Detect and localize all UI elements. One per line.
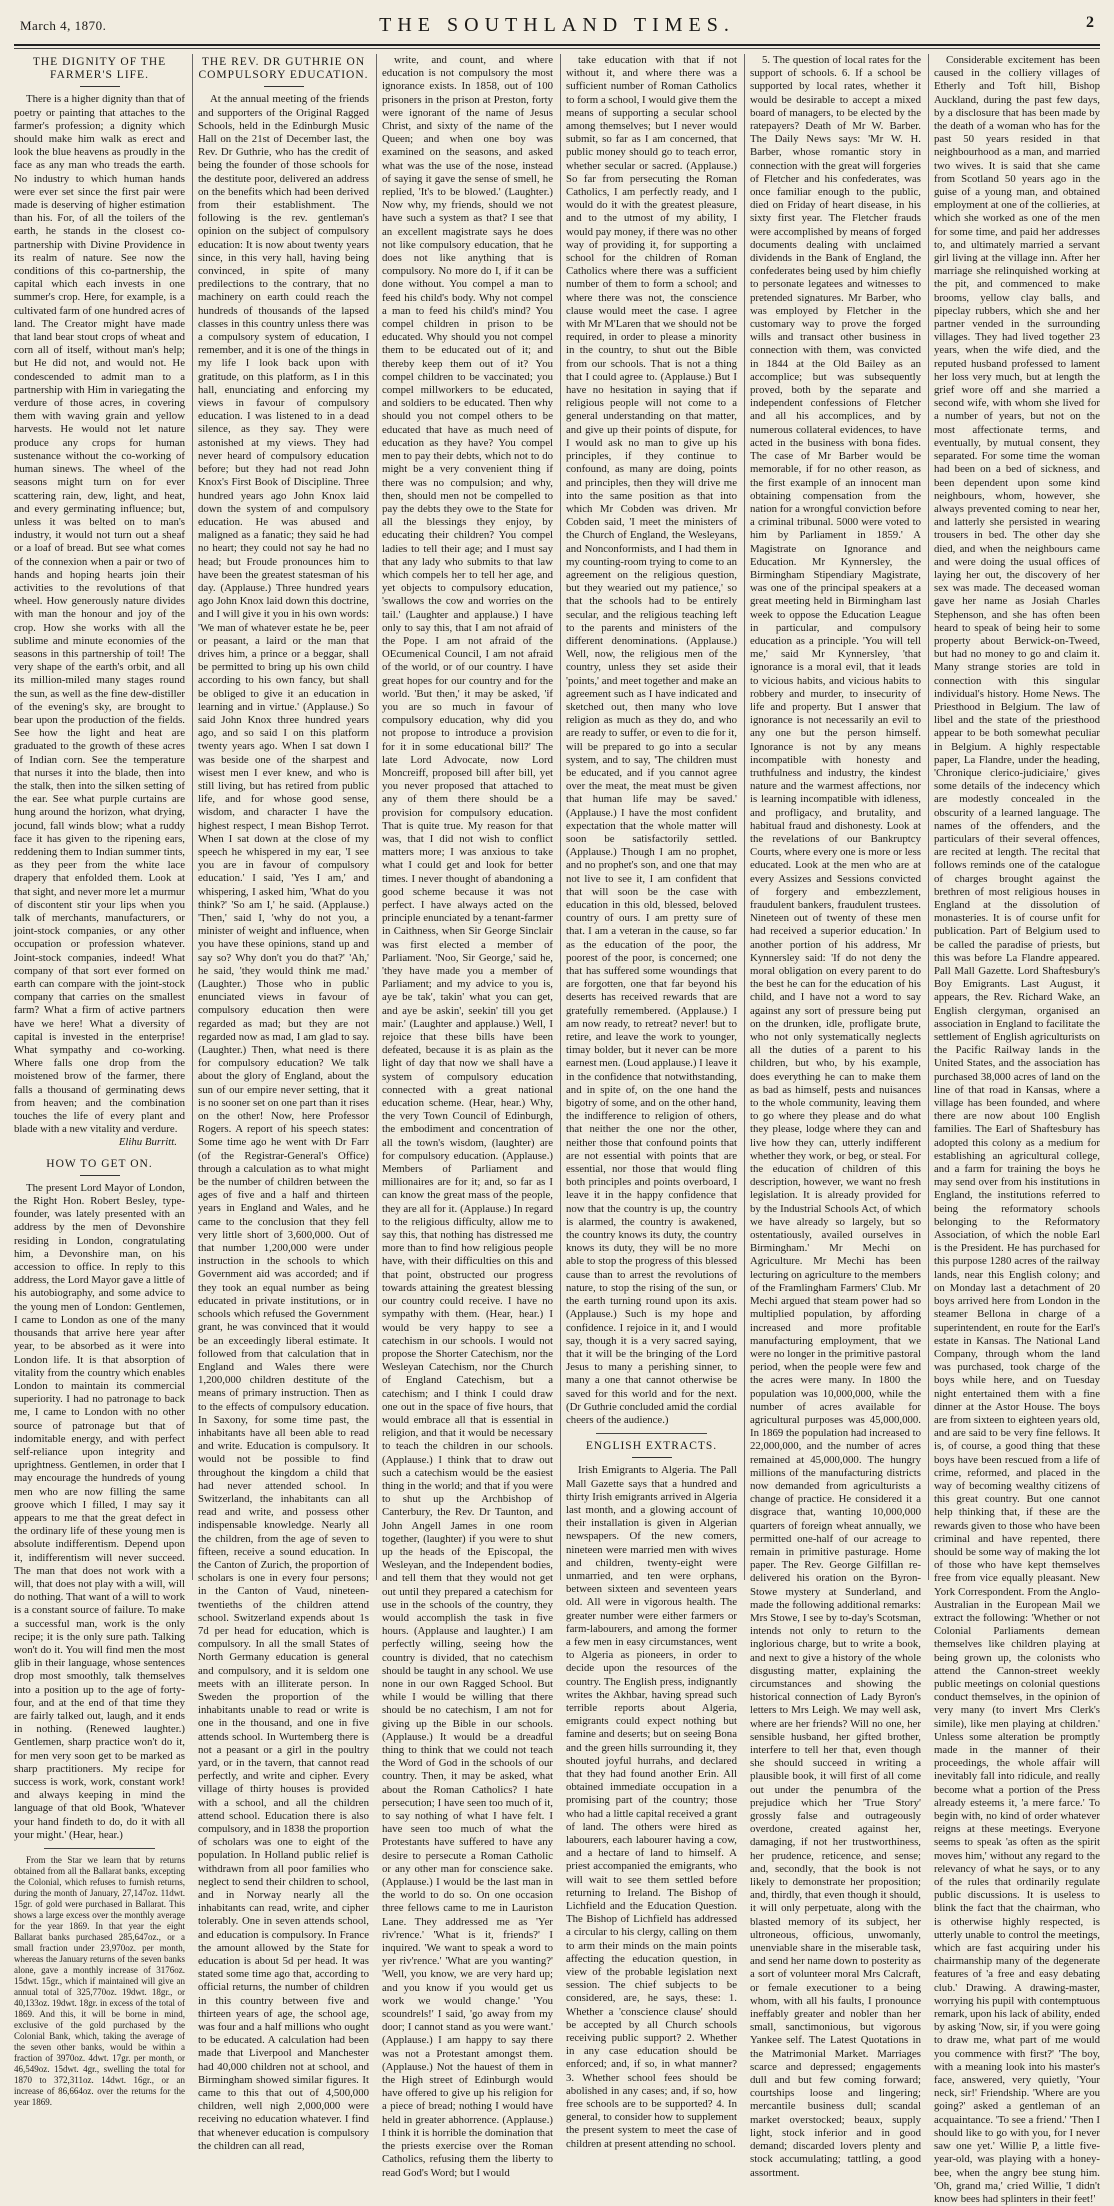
article-body: Irish Emigrants to Algeria. The Pall Mall Gazette says that a hundred and thirty Irish emigrants arrived in Algeria last month, and a glowing account of their installation is given in Algerian newspapers. Of the new comers, nineteen were married men with wives and children, twenty-eight were unmarried, and ten were orphans, between sixteen and seventeen years old. All were in vigorous health. The greater number were either farmers or farm-labourers, and among the former a few men in easy circumstances, went to Algeria as pioneers, in order to decide upon the resources of the country. The English press, indignantly writes the Akhbar, having spread such terrible reports about Algeria, emigrants could expect nothing but famine and deserts; but on seeing Bona and the green hills surrounding it, they shouted joyful hurrahs, and declared that they had found another Erin. All obtained immediate occupation in a promising part of the country; those who had a little capital received a grant of land. The others were hired as labourers, each labourer having a cow, and a hectare of land to himself. A priest accompanied the emigrants, who will wait to see them settled before returning to Ireland. The Bishop of Lichfield and the Education Question. The Bishop of Lichfield has addressed a circular to his clergy, calling on them to arm their minds on the main points affecting the education question, in view of the probable legislation next session. The chief subjects to be considered, are, he says, these: 1. Whether a 'conscience clause' should be accepted by all Church schools receiving public support? 2. Whether in any case education should be enforced; and, if so, in what manner? 3. Whether school fees should be abolished in any cases; and, if so, how free schools are to be supported? 4. In general, to consider how to supplement the present system to meet the case of children at present attending no school. xyxy=(566,1464,737,2150)
column-separator xyxy=(744,54,745,1580)
article-body: 5. The question of local rates for the support of schools. 6. If a school be supported by local rates, whether it would be desirable to accept a mixed board of managers, to be elected by the ratepayers? Death of Mr W. Barber. The Daily News says: 'Mr W. H. Barber, whose romantic story in connection with the great will forgeries of Fletcher and his confederates, was once familiar enough to the public, died on Friday of heart disease, in his sixty first year. The Fletcher frauds were accomplished by means of forged documents dealing with unclaimed dividends in the Bank of England, the confederates being used by him chiefly to personate legatees and witnesses to pretended signatures. Mr Barber, who was employed by Fletcher in the customary way to prove the forged wills and transact other business in connection with them, was convicted in 1844 at the Old Bailey as an accomplice; but was subsequently proved, both by the separate and independent confessions of Fletcher and all his accomplices, and by numerous collateral evidences, to have acted in the business with bona fides. The case of Mr Barber would be memorable, if for no other reason, as the first example of an innocent man obtaining compensation from the nation for a wrongful conviction before a criminal tribunal. 5000 were voted to him by Parliament in 1859.' A Magistrate on Ignorance and Education. Mr Kynnersley, the Birmingham Stipendiary Magistrate, was one of the principal speakers at a great meeting held in Birmingham last week to oppose the Education League in particular, and compulsory education as a principle. 'You will tell me,' said Mr Kynnersley, 'that ignorance is a moral evil, that it leads to vicious habits, and vicious habits to robbery and murder, to insecurity of life and property. But I answer that ignorance is not necessarily an evil to any one but the person himself. Ignorance is not by any means incompatible with honesty and truthfulness and industry, the kindest nature and the warmest affections, nor is learning incompatible with idleness, and profligacy, and brutality, and habitual fraud and dishonesty. Look at the revelations of our Bankruptcy Courts, where every one is more or less educated. Look at the men who are at every Assizes and Sessions convicted of forgery and embezzlement, fraudulent bankers, fraudulent trustees. Nineteen out of twenty of these men had received a superior education.' In another portion of his address, Mr Kynnersley said: 'If do not deny the moral obligation on every parent to do the best he can for the education of his child, and I have not a word to say against any sort of pressure being put on the drunken, idle, profligate brute, who not only systematically neglects all the duties of a parent to his children, but who, by his example, does everything he can to make them as bad as himself, pests and nuisances to the whole community, leaving them to go where they please and do what they please, lodge where they can and live how they can, utterly indifferent whether they work, or beg, or steal. For the education of children of this description, however, we want no fresh legislation. It is already provided for by the Industrial Schools Act, of which we have already so largely, but so ostentatiously, availed ourselves in Birmingham.' Mr Mechi on Agriculture. Mr Mechi has been lecturing on agriculture to the members of the Framlingham Farmers' Club. Mr Mechi argued that steam power had so multiplied population, by affording increased and more profitable manufacturing employment, that we were no longer in the primitive pastoral period, when the people were few and the acres were many. In 1800 the population was 10,000,000, while the number of acres available for agricultural purposes was 45,000,000. In 1869 the population had increased to 22,000,000, and the number of acres remained at 45,000,000. The hungry millions of the manufacturing districts now demanded from agriculturists a change of practice. He considered it a disgrace that, wanting 10,000,000 quarters of foreign wheat annually, we permitted one-half of our acreage to remain in primitive pasturage. Home paper. The Rev. George Gilfillan re-delivered his oration on the Byron-Stowe mystery at Sunderland, and made the following additional remarks: Mrs Stowe, I see by to-day's Scotsman, intends not only to return to the inglorious charge, but to write a book, and next to give a history of the whole disgusting matter, explaining the circumstances and showing the historical connection of Lady Byron's letters to Mrs Leigh. We may well ask, where are her friends? Will no one, her sensible husband, her gifted brother, interfere to tell her that, even though she should succeed in writing a plausible book, it will first of all come out under the penumbra of the prejudice which her 'True Story' grossly false and outrageously overdone, created against her, damaging, if not her trustworthiness, her prudence, reticence, and sense; and, secondly, that the book is not likely to demonstrate her proposition; and, thirdly, that even though it should, it will only perpetuate, along with the blasted memory of its subject, her ultroneous, officious, unwomanly, unenviable share in the miserable task, and send her name down to posterity as a sort of volunteer moral Mrs Calcraft, or female executioner to a being whom, with all his faults, I pronounce ineffably greater and nobler than her small, sanctimonious, but vigorous Yankee self. The Latest Quotations in the Matrimonial Market. Marriages scarce and depressed; engagements dull and but few coming forward; courtships loose and lingering; mercantile business dull; scandal market overstocked; beaux, supply light, stock inferior and in good demand; discarded lovers plenty and stock accumulating; tattling, a good assortment. xyxy=(750,54,921,2179)
column-5 xyxy=(750,54,921,2179)
article-heading: ENGLISH EXTRACTS. xyxy=(585,1440,718,1453)
heading-rule xyxy=(632,1457,672,1458)
masthead-rule xyxy=(14,48,1100,49)
column-separator xyxy=(928,54,929,1580)
column-separator xyxy=(560,54,561,1580)
article-body: Considerable excitement has been caused in the colliery villages of Etherly and Toft hill, Bishop Auckland, during the past few days, by a disclosure that has been made by the death of a woman who has for the past 50 years resided in that neighbourhood as a man, and married two wives. It is said that she came from Scotland 50 years ago in the guise of a young man, and obtained employment at one of the collieries, at which she worked as one of the men for some time, and paid her addresses to, and ultimately married a servant girl living at the village inn. After her marriage she relinquished working at the pit, and commenced to make brooms, yellow clay balls, and pipeclay rubbers, which she and her partner vended in the surrounding villages. They had lived together 23 years, when the wife died, and the reputed husband professed to lament her loss very much, but at length the grief wore off and she married a second wife, with whom she lived for a number of years, but not on the most affectionate terms, and eventually, by mutual consent, they separated. For some time the woman had been on a bed of sickness, and been dependent upon some kind neighbours, whom, however, she always prevented coming to near her, and latterly she persisted in wearing trousers in bed. The other day she died, and when the neighbours came and were doing the usual offices of laying her out, the discovery of her sex was made. The deceased woman gave her name as Josiah Charles Stephenson, and she has often been heard to speak of being heir to some property about Berwick-on-Tweed, but had no money to go and claim it. Many strange stories are told in connection with this singular individual's history. Home News. The Priesthood in Belgium. The law of libel and the state of the priesthood appear to be both somewhat peculiar in Belgium. A highly respectable paper, La Flandre, under the heading, 'Chronique clerico-judiciaire,' gives some details of the indecency which are modestly concealed in the obscurity of a learned language. The names of the offenders, and the particulars of their several offences, are recited at length. The recital that follows reminds one of the catalogue of charges brought against the brethren of most religious houses in England at the dissolution of monasteries. It is of course unfit for publication. Part of Belgium used to be called the paradise of priests, but this was before La Flandre appeared. Pall Mall Gazette. Lord Shaftesbury's Boy Emigrants. Last August, it appears, the Rev. Richard Wake, an English clergyman, organised an association in England to facilitate the settlement of English agriculturists on the Pacific Railway lands in the United States, and the association has purchased 38,000 acres of land on the line of that road in Kansas, where a village has been founded, and where there are now about 100 English families. The Earl of Shaftesbury has adopted this colony as a medium for establishing an agricultural college, and a farm for training the boys he may send over from his institutions in England, the institutions referred to being the reformatory schools belonging to the Reformatory Association, of which the noble Earl is the President. He has purchased for this purpose 1280 acres of the railway lands, near this English colony; and on Monday last a detachment of 20 boys arrived here from London in the steamer Bellona in charge of a superintendent, en route for the Earl's estate in Kansas. The National Land Company, through whom the land was purchased, took charge of the boys while here, and on Tuesday night entertained them with a fine dinner at the Astor House. The boys are from sixteen to eighteen years old, and are said to be very fine fellows. It is, of course, a good thing that these boys have been rescued from a life of crime, reformed, and placed in the way of becoming wealthy citizens of this great country. But one cannot help thinking that, if these are the rewards given to those who have been criminal and have repented, there should be some way of making the lot of those who have kept themselves free from vice equally pleasant. New York Correspondent. From the Anglo-Australian in the European Mail we extract the following: 'Whether or not Colonial Parliaments demean themselves like children playing at being grown up, the colonists who attend the Cannon-street weekly public meetings on colonial questions conduct themselves, in the opinion of very many (to invert Mrs Clerk's simile), like men playing at children.' Unless some alteration be promptly made in the manner of their proceedings, the whole affair will inevitably fall into ridicule, and really become what a portion of the Press already esteems it, 'a mere farce.' To begin with, no kind of order whatever reigns at these meetings. Everyone seems to speak 'as often as the spirit moves him,' without any regard to the relevancy of what he says, or to any of the rules that ordinarily regulate public discussions. It is useless to blink the fact that the chairman, who is otherwise highly respected, is utterly unable to control the meetings, which are fast acquiring under his chairmanship many of the degenerate features of 'a free and easy debating club.' Drawing. A drawing-master, worrying his pupil with contemptuous remark, upon his lack of ability, ended by asking 'Now, sir, if you were going to draw me, what part of me would you commence with first?' 'The boy, with a meaning look into his master's face, answered, very quietly, 'Your neck, sir!' Friendship. 'Where are you going?' asked a gentleman of an acquaintance. 'To see a friend.' 'Then I should like to go with you, for I never saw one yet.' Willie P, a little five-year-old, was playing with a honey-bee, when the angry bee stung him. 'Oh, grand ma,' cried Willie, 'I didn't know bees had splinters in their feet!' xyxy=(934,54,1101,2205)
heading-rule xyxy=(264,86,304,87)
column-separator xyxy=(192,54,193,1580)
article-body: There is a higher dignity than that of poetry or painting that attaches to the farmer's profession; a dignity which should make him walk as erect and look the blue heavens as proudly in the face as any man who treads the earth. No industry to which human hands were ever set since the first pair were made is deserving of higher estimation than his. For, of all the toilers of the earth, he stands in the closest co-partnership with Divine Providence in its realm of nature. See now the conditions of this co-partnership, the capital which each invests in one summer's crop. Here, for example, is a cultivated farm of one hundred acres of land. The Creator might have made that land bear stout crops of wheat and corn all of itself, without man's help; but He did not, and would not. He condescended to admit man to a partnership with Him in variegating the verdure of those acres, in covering them with waving grain and yellow harvests. He would not let nature produce any crops for human sustenance without the co-working of human sinews. The wheel of the seasons might turn on for ever scattering rain, dew, light, and heat, and every germinating influence; but, unless it was belted on to man's industry, it would not turn out a sheaf or a loaf of bread. But see what comes of the connexion when a pair or two of hands and hoping hearts join their activities to the revolutions of that wheel. How generously nature divides with man the honour and joy of the crop. How she works with all the sublime and minute economies of the seasons in this partnership of toil! The very shape of the earth's orbit, and all its million-miled many stages round the sun, as well as the fine dew-distiller of the evening's sky, are brought to bear upon the production of the fields. See how the light and heat are graduated to the growth of these acres of Indian corn. See the temperature that nurses it into the blade, then into the stalk, then into the silken setting of the ear. See what purple curtains are hung around the horizon, what drying, jocund, fall winds blow; what a ruddy face it has given to the ripening ears, reddening them to Indian summer tints, as they peer from the white lace drapery that enfolded them. Look at that sight, and never more let a murmur of discontent stir your lips when you talk of merchants, manufacturers, or joint-stock companies, or any other occupation or profession whatever. Joint-stock companies, indeed! What company of that sort ever formed on earth can compare with the joint-stock company that carries on the smallest farm? What a firm of active partners have we here! What a diversity of capital is invested in the enterprise! What sympathy and co-working. Where falls one drop from the moistened brow of the farmer, there falls a thousand of germinating dews from heaven; and the combination touches the life of every plant and blade with a new vitality and verdure. xyxy=(14,93,185,1136)
article-body: At the annual meeting of the friends and supporters of the Original Ragged Schools, held in the Edinburgh Music Hall on the 21st of December last, the Rev. Dr Guthrie, who has the credit of being the founder of those schools for the destitute poor, delivered an address on the benefits which had been derived from their establishment. The following is the rev. gentleman's opinion on the subject of compulsory education: It is now about twenty years since, in this very hall, having being convinced, in spite of many predilections to the contrary, that no machinery on earth could reach the hundreds of thousands of the lapsed classes in this country unless there was a compulsory system of education, I remember, and it is one of the things in my life I look back upon with gratitude, on this platform, as I in this hall, enunciating and enforcing my views in favour of compulsory education. I was listened to in a dead silence, as they say. They were astonished at my views. They had never heard of compulsory education before; but they had not read John Knox's First Book of Discipline. Three hundred years ago John Knox laid down the system of and compulsory education. He was abused and maligned as a fanatic; they said he had no heart; they could not say he had no head; but Froude pronounces him to have been the greatest statesman of his day. (Applause.) Three hundred years ago John Knox laid down this doctrine, and I will give it you in his own words: 'We man of whatever estate he be, peer or peasant, a laird or the man that drives him, a prince or a beggar, shall be permitted to bring up his own child according to his own fancy, but shall be obliged to give it an education in learning and in virtue.' (Applause.) So said John Knox three hundred years ago, and so said I on this platform twenty years ago. When I sat down I was beside one of the sharpest and wisest men I ever knew, and who is still living, but has retired from public life, and for whose good sense, wisdom, and character I have the highest respect, I mean Bishop Terrot. When I sat down at the close of my speech he whispered in my ear, 'I see you are in favour of compulsory education.' I said, 'Yes I am,' and whispering, I asked him, 'What do you think?' 'So am I,' he said. (Applause.) 'Then,' said I, 'why do not you, a minister of weight and influence, when you have these opinions, stand up and say so? Why don't you do that?' 'Ah,' he said, 'they would think me mad.' (Laughter.) Those who in public enunciated views in favour of compulsory education then were regarded as mad; but they are not regarded now as mad, I am glad to say. (Laughter.) Then, what need is there for compulsory education? We talk about the glory of England, about the sun of our empire never setting, that it is no sooner set on one part than it rises on the other! Now, here Professor Rogers. A report of his speech states: Some time ago he went with Dr Farr (of the Registrar-General's Office) through a calculation as to what might be the number of children between the ages of five and a half and thirteen years in England and Wales, and he came to the conclusion that they fell very little short of 3,600,000. Out of that number 1,200,000 were under instruction in the schools to which Government aid was accorded; and if they took an equal number as being educated in private institutions, or in schools which refused the Government grant, he was convinced that it would be an exceedingly liberal estimate. It followed from that calculation that in England and Wales there were 1,200,000 children destitute of the means of primary instruction. Then as to the effects of compulsory education. In Saxony, for some time past, the inhabitants have all been able to read and write. Education is compulsory. It would not be possible to find throughout the kingdom a child that had never attended school. In Switzerland, the inhabitants can all read and write, and possess other indispensable knowledge. Nearly all the children, from the age of seven to fifteen, receive a sound education. In the Canton of Zurich, the proportion of scholars is one in every four persons; in the Canton of Vaud, nineteen-twentieths of the children attend school. Switzerland expends about 1s 7d per head for education, which is compulsory. In all the small States of North Germany education is general and compulsory, and it is seldom one meets with an illiterate person. In Sweden the proportion of the inhabitants unable to read or write is one in the thousand, and one in five attends school. In Wurtemberg there is not a peasant or a girl in the poultry yard, or in the tavern, that cannot read perfectly, and write and cipher. Every village of thirty houses is provided with a school, and all the children attend school. Education there is also compulsory, and in 1838 the proportion of scholars was one to eight of the population. In Holland public relief is withdrawn from all poor families who neglect to send their children to school, and in Norway nearly all the inhabitants can read, write, and cipher tolerably. One in seven attends school, and education is compulsory. In France the amount allowed by the State for education is about 5d per head. It was stated some time ago that, according to official returns, the number of children in this country between five and thirteen years of age, the school age, was four and a half millions who ought to be educated. A calculation had been made that Liverpool and Manchester had 40,000 children not at school, and Birmingham showed similar figures. It came to this that out of 4,500,000 children, well nigh 2,000,000 were receiving no education whatever. I find that whenever education is compulsory the children can all read, xyxy=(198,93,369,2152)
column-1 xyxy=(14,54,185,2108)
masthead xyxy=(14,8,1100,46)
issue-date: March 4, 1870. xyxy=(20,18,107,33)
divider xyxy=(596,1433,707,1434)
article-heading: THE DIGNITY OF THE FARMER'S LIFE. xyxy=(32,56,167,82)
column-separator xyxy=(376,54,377,1580)
article-heading: HOW TO GET ON. xyxy=(46,1157,153,1170)
article-heading: THE REV. DR GUTHRIE ON COMPULSORY EDUCATION. xyxy=(198,56,369,82)
column-2 xyxy=(198,54,369,2152)
column-3 xyxy=(382,54,553,2179)
article-body: take education with that if not without it, and where there was a sufficient number of Roman Catholics to form a school, I would give them the means of supporting a secular school among themselves; but I never would submit, so far as I am concerned, that public money should go to teach error, whether secular or sacred. (Applause.) So far from persecuting the Roman Catholics, I am perfectly ready, and I would do it with the greatest pleasure, and to the utmost of my ability, I would pay money, if there was no other way of providing it, for supporting a school for the children of Roman Catholics where there was a sufficient number of them to form a school; and where there was not, the conscience clause would meet the case. I agree with Mr M'Laren that we should not be required, in order to please a minority in the country, to shut out the Bible from our schools. That is not a thing that I could agree to. (Applause.) But I have no hesitation in saying that if religious people will not come to a general understanding on that matter, and give up their points of dispute, for I would ask no man to give up his principles, if they continue to confound, as many are doing, points and principles, then they will drive me into the same position as that into which Mr Cobden was driven. Mr Cobden said, 'I meet the ministers of the Church of England, the Wesleyans, and Nonconformists, and I had them in my counting-room trying to come to an agreement on the religious question, but they wearied out my patience,' so that the schools had to be entirely secular, and the religious teaching left to the parents and ministers of the different denominations. (Applause.) Well, now, the religious men of the country, unless they set aside their 'points,' and meet together and make an agreement such as I have indicated and sketched out, then many who love religion as much as they do, and who are ready to suffer, or even to die for it, will be prepared to go into a secular system, and to say, 'The children must be educated, and if you cannot agree over the meat, the meat must be given that human life may be saved.' (Applause.) I have the most confident expectation that the whole matter will soon be satisfactorily settled. (Applause.) Though I am no prophet, and no prophet's son, and one that may not live to see it, I am confident that that will soon be the case with education in this old, blessed, beloved country of ours. I am pretty sure of that. I am a veteran in the cause, so far as the education of the poor, the poorest of the poor, is concerned; one that has suffered some woundings that are forgotten, one that far beyond his deserts has received rewards that are gratefully remembered. (Applause.) I am now ready, to retreat? never! but to retire, and leave the work to younger, timay bolder, but it never can be more earnest men. (Loud applause.) I leave it in the confidence that notwithstanding, and in spite of, on the one hand the bigotry of some, and on the other hand, the indifference to religion of others, that neither the one nor the other, neither those that confound points that are not essential with points that are essential, nor those that would fling both principles and points overboard, I leave it in the happy confidence that now that the country is up, the country is alarmed, the country is awakened, the country knows its duty, the country knows its duty, they will be no more able to stop the progress of this blessed cause than to arrest the revolutions of nature, to stop the rising of the sun, or the earth turning round upon its axis. (Applause.) Such is my hope and confidence. I rejoice in it, and I would say, though it is a very sacred saying, that it will be the bringing of the Lord Jesus to many a perishing sinner, to many a one that cannot otherwise be saved for this world and for the next. (Dr Guthrie concluded amid the cordial cheers of the audience.) xyxy=(566,54,737,1426)
columns xyxy=(14,54,1101,2205)
column-4 xyxy=(566,54,737,2150)
heading-rule xyxy=(80,1175,120,1176)
page-number: 2 xyxy=(1086,14,1094,31)
article-body: The present Lord Mayor of London, the Right Hon. Robert Besley, type-founder, was lately presented with an address by the men of Devonshire residing in London, congratulating him, a Devonshire man, on his accession to office. In reply to this address, the Lord Mayor gave a little of his autobiography, and some advice to the young men of London: Gentlemen, I came to London as one of the many thousands that arrive here year after year, to be absorbed as it were into London life. It is that absorption of vitality from the country which enables London to maintain its commercial superiority. I had no patronage to back me, I came to London with no other source of patronage but that of indomitable energy, and with perfect self-reliance upon integrity and uprightness. Gentlemen, in order that I may encourage the hundreds of young men who are now filling the same groove which I filled, I may say it appears to me that the great defect in the ordinary life of these young men is absolute indifferentism. Depend upon it, indifferentism will never succeed. The man that does not work with a will, that does not play with a will, will do nothing. That want of a will to work is a constant source of failure. To make a successful man, work is the only recipe; it is the only sure path. Talking won't do it. You will find men the most glib in their language, whose sentences drop most smoothly, talk themselves into a position up to the age of forty-four, and at the end of that time they are fairly talked out, laugh, and it ends in nothing. (Renewed laughter.) Gentlemen, sharp practice won't do it, for men very soon get to be marked as sharp practitioners. My recipe for success is work, work, constant work! and always keeping in mind the language of that old Book, 'Whatever your hand findeth to do, do it with all your might.' (Hear, hear.) xyxy=(14,1181,185,1841)
column-6 xyxy=(934,54,1101,2205)
news-note: From the Star we learn that by returns obtained from all the Ballarat banks, excepting the Colonial, which refuses to furnish returns, during the month of January, 27,147oz. 11dwt. 15gr. of gold were purchased in Ballarat. This shows a large excess over the monthly average for the year 1869. In that year the eight Ballarat banks purchased 285,647oz., or a small fraction under 23,970oz. per month, whereas the January returns of the seven banks alone, gave a monthly increase of 3176oz. 15dwt. 15gr., which if maintained will give an annual total of 325,770oz. 19dwt. 18gr., or 40,133oz. 19dwt. 18gr. in excess of the total of 1869. And this, it will be borne in mind, exclusive of the gold purchased by the Colonial Bank, which, taking the average of the seven other banks, would be within a fraction of 3970oz. 4dwt. 17gr. per month, or 46,549oz. 15dwt. 4gr., swelling the total for 1870 to 372,311oz. 14dwt. 16gr., or an increase of 86,664oz. over the returns for the year 1869. xyxy=(14,1855,185,2108)
article-body: write, and count, and where education is not compulsory the most ignorance exists. In 1858, out of 100 prisoners in the prison at Preston, forty were ignorant of the name of Jesus Christ, and sixty of the name of the Queen; and when one boy was examined on the seasons, and asked what was the use of the nose, instead of saying it gave the sense of smell, he replied, 'It's to be blowed.' (Laughter.) Now why, my friends, should we not have such a system as that? I see that an excellent magistrate says he does not like compulsory education, that he does not like anything that is compulsory. No more do I, if it can be done without. You compel a man to feed his child's body. Why not compel a man to feed his child's mind? You compel children in prison to be educated. Why should you not compel them to be educated out of it; and thereby keep them out of it? You compel children to be vaccinated; you compel millworkers to be educated, and soldiers to be educated. Then why should you not compel others to be educated that have as much need of education as they have? You compel men to pay their debts, which not to do might be a very convenient thing if there was no compulsion; and why, then, should men not be compelled to pay the debts they owe to the State for all the blessings they enjoy, by educating their children? You compel ladies to tell their age; and I must say that any lady who submits to that law which compels her to tell her age, and yet objects to compulsory education, 'swallows the cow and worries on the tail.' (Laughter and applause.) I have only to say this, that I am not afraid of the Pope. I am not afraid of the OEcumenical Council, I am not afraid of the world, or of our country. I have great hopes for our country and for the world. 'But then,' it may be asked, 'if you are so much in favour of compulsory education, why did you not propose to introduce a provision for it in some educational bill?' The late Lord Advocate, now Lord Moncreiff, proposed bill after bill, yet you never proposed that attached to any of them there should be a provision for compulsory education. That is quite true. My reason for that was, that I did not wish to conflict matters more; I was anxious to take what I could get and look for better times. I never thought of abandoning a good scheme because it was not perfect. I have always acted on the principle enunciated by a tenant-farmer in Caithness, when Sir George Sinclair was first elected a member of Parliament. 'Noo, Sir George,' said he, 'they have made you a member of Parliament; and my advice to you is, aye be tak', takin' what you can get, and aye be askin', seekin' till you get mair.' (Laughter and applause.) Well, I rejoice that these bills have been defeated, because it is as plain as the light of day that now we shall have a system of compulsory education connected with a great national education scheme. (Hear, hear.) Why, the very Town Council of Edinburgh, the embodiment and concentration of all the town's wisdom, (laughter) are for compulsory education. (Applause.) Members of Parliament and millionaires are for it; and, so far as I can know the great mass of the people, they are all for it. (Applause.) In regard to the religious difficulty, allow me to say this, that nothing has distressed me more than to find how religious people have, with their difficulties on this and that point, obstructed our progress towards attaining the greatest blessing our country could receive. I have no sympathy with them. (Hear, hear.) I would be very happy to see a catechism in our schools. I would not propose the Shorter Catechism, nor the Wesleyan Catechism, nor the Church of England Catechism, but a catechism; and I think I could draw one out in the space of five hours, that would embrace all that is essential in religion, and that it would be necessary to teach the children in our schools. (Applause.) I think that to draw out such a catechism would be the easiest thing in the world; and that if you were to shut up the Archbishop of Canterbury, the Rev. Dr Taunton, and John Angell James in one room together, (laughter) if you were to shut up the heads of the Episcopal, the Wesleyan, and the Independent bodies, and tell them that they would not get out until they prepared a catechism for use in the schools of the country, they would accomplish the task in five hours. (Applause and laughter.) I am perfectly willing, seeing how the country is divided, that no catechism should be taught in any school. We use none in our own Ragged School. But while I would be willing that there should be no catechism, I am not for giving up the Bible in our schools. (Applause.) It would be a dreadful thing to think that we could not teach the Word of God in the schools of our country. Then, it may be asked, what about the Roman Catholics? I hate persecution; I have seen too much of it, to say nothing of what I have felt. I have seen too much of what the Protestants have suffered to have any desire to persecute a Roman Catholic or any other man for conscience sake. (Applause.) I would be the last man in the world to do so. On one occasion three fellows came to me in Lauriston Lane. They addressed me as 'Yer riv'rence.' 'What is it, friends?' I inquired. 'We want to speak a word to yer riv'rence.' 'What are you wanting?' 'Well, you know, we are very hard up; and you know if you would get us work we would change.' 'You scoundrels!' I said, 'go away from my door; I cannot stand as you were want.' (Applause.) I am happy to say there was not a Protestant amongst them. (Applause.) Not the hauest of them in the High street of Edinburgh would have offered to give up his religion for a piece of bread; nothing I would have held in greater abhorrence. (Applause.) I think it is horrible the domination that the priests exercise over the Roman Catholics, refusing them the liberty to read God's Word; but I would xyxy=(382,54,553,2179)
divider xyxy=(44,1848,155,1849)
newspaper-title: THE SOUTHLAND TIMES. xyxy=(379,14,735,36)
article-signature: Elihu Burritt. xyxy=(118,1136,177,1149)
heading-rule xyxy=(80,86,120,87)
